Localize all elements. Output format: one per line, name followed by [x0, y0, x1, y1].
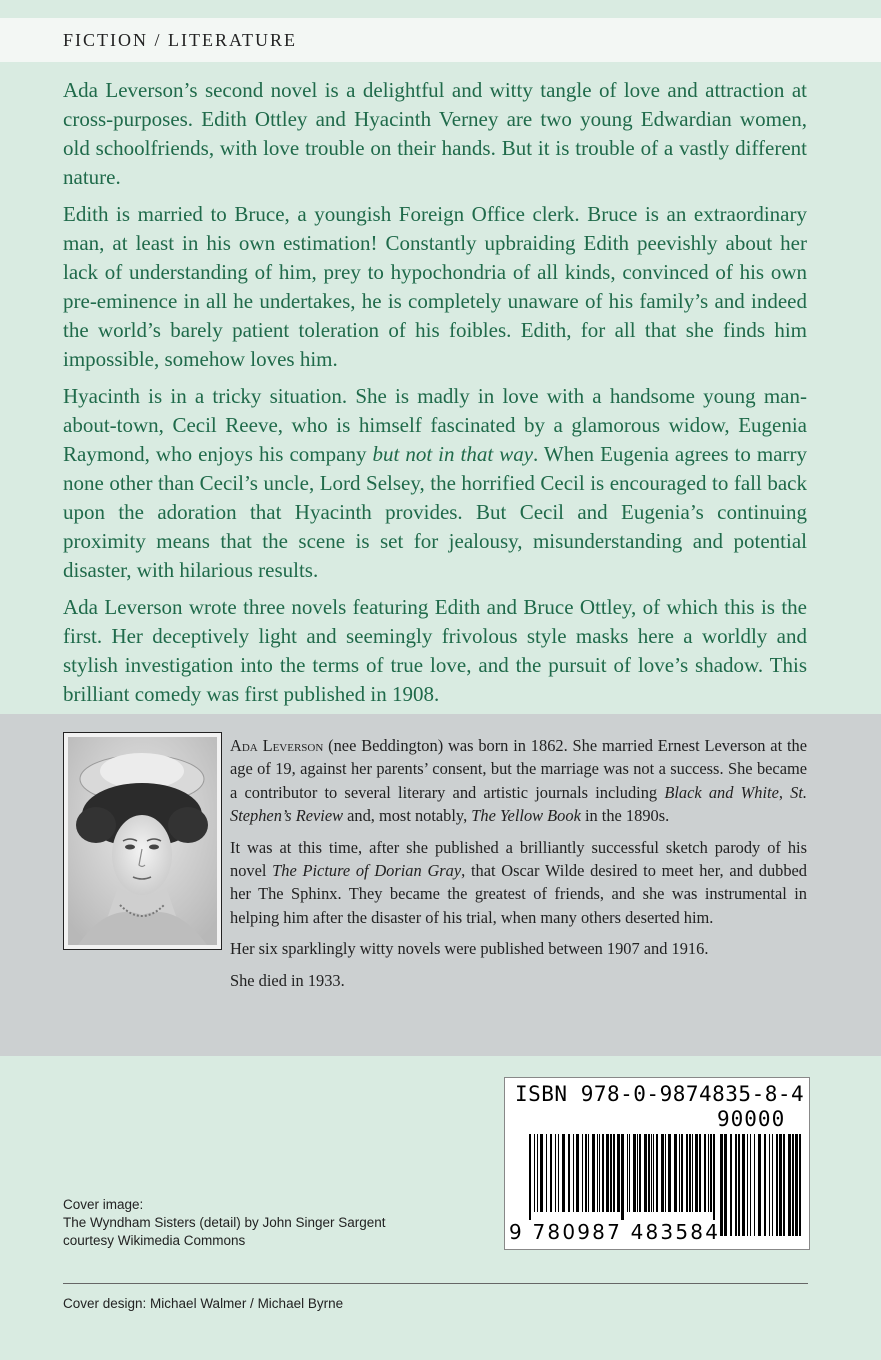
- bio-p2-text-a: It was at this time, after she published a brilliantly successful sketch parody of his novel: [230, 837, 807, 881]
- author-photo: [68, 737, 217, 945]
- bio-p1-text-b: ,: [778, 782, 791, 802]
- barcode-bar: [621, 1134, 624, 1220]
- barcode-bar: [704, 1134, 706, 1212]
- barcode-bar: [651, 1134, 652, 1212]
- barcode-bar: [674, 1134, 677, 1212]
- barcode-bar: [653, 1134, 654, 1212]
- barcode-bar: [644, 1134, 647, 1212]
- blurb-p3-italic: but not in that way: [372, 442, 534, 466]
- barcode-bar: [738, 1134, 740, 1236]
- cover-design-credit: Cover design: Michael Walmer / Michael Byrne: [63, 1296, 344, 1311]
- author-portrait-illustration: [68, 737, 217, 945]
- barcode-bar: [617, 1134, 620, 1212]
- barcode-bar: [764, 1134, 766, 1236]
- barcode-bar: [779, 1134, 782, 1236]
- isbn-number: ISBN 978-0-9874835-8-4: [515, 1082, 805, 1106]
- barcode-bar: [629, 1134, 630, 1212]
- barcode-bar: [555, 1134, 556, 1212]
- barcode-bar: [758, 1134, 761, 1236]
- barcode-bar: [597, 1134, 598, 1212]
- author-bio: [230, 734, 807, 1000]
- barcode-bar: [776, 1134, 778, 1236]
- barcode-bar: [546, 1134, 547, 1212]
- barcode-bar: [689, 1134, 691, 1212]
- barcode-bar: [742, 1134, 745, 1236]
- blurb: [63, 76, 807, 717]
- barcode-bar: [606, 1134, 609, 1212]
- barcode-bar: [529, 1134, 531, 1220]
- blurb-p3-text-end: . When Eugenia agrees to marry none other than Cecil’s uncle, Lord Selsey, the horrified Cecil is encouraged to fall back upon the adoration that Hyacinth provides. But Cecil and Eugenia’s continuing proximity means that the scene is set for jealousy, misunderstanding and potential disaster, with hilarious results.: [63, 442, 808, 582]
- barcode-bar: [592, 1134, 595, 1212]
- barcode-bar: [573, 1134, 574, 1212]
- barcode-bar: [710, 1134, 712, 1212]
- ean-digits: 9 780987 483584: [509, 1220, 721, 1244]
- barcode-bar: [627, 1134, 628, 1212]
- barcode-bar: [633, 1134, 636, 1212]
- ean-barcode-bars: [529, 1134, 715, 1220]
- barcode-bar: [599, 1134, 600, 1212]
- barcode-bar: [558, 1134, 559, 1212]
- bio-paragraph-4: She died in 1933.: [230, 970, 345, 990]
- barcode-bar: [639, 1134, 641, 1212]
- barcode-bar: [648, 1134, 650, 1212]
- isbn-barcode: [504, 1077, 810, 1250]
- bio-p1-text-d: in the 1890s.: [580, 806, 670, 826]
- barcode-bar: [695, 1134, 698, 1212]
- barcode-bar: [799, 1134, 801, 1236]
- barcode-bar: [686, 1134, 688, 1212]
- barcode-bar: [540, 1134, 543, 1212]
- bio-p1-italic-2: St. Stephen’s Review: [230, 782, 808, 826]
- barcode-bar: [720, 1134, 723, 1236]
- barcode-bar: [772, 1134, 773, 1236]
- barcode-bar: [795, 1134, 798, 1236]
- barcode-bar: [637, 1134, 638, 1212]
- bio-paragraph-1: [230, 734, 807, 828]
- blurb-p3-text: Hyacinth is in a tricky situation. She is madly in love with a handsome young man-about-town, Cecil Reeve, who is himself fascinated by a glamorous widow, Eugenia Raymond, who enjoys his company: [63, 384, 807, 466]
- barcode-bar: [724, 1134, 727, 1236]
- barcode-bar: [661, 1134, 664, 1212]
- barcode-bar: [656, 1134, 658, 1212]
- barcode-bar: [792, 1134, 794, 1236]
- barcode-bar: [769, 1134, 770, 1236]
- barcode-bar: [665, 1134, 666, 1212]
- barcode-bar: [610, 1134, 612, 1212]
- blurb-paragraph-3: [63, 382, 807, 585]
- bio-p1-text-c: and, most notably,: [343, 806, 472, 826]
- barcode-bar: [747, 1134, 748, 1236]
- price-code: 90000: [717, 1107, 786, 1131]
- bio-p1-text-a: (nee Beddington) was born in 1862. She married Ernest Leverson at the age of 19, against her parents’ consent, but the marriage was not a success. She became a contributor to several literary and artistic journals including: [230, 736, 807, 802]
- barcode-bar: [681, 1134, 683, 1212]
- bio-p1-italic-1: Black and White: [664, 782, 779, 802]
- cover-image-title: The Wyndham Sisters (detail) by John Singer Sargent: [63, 1215, 386, 1230]
- footer-divider: [63, 1283, 808, 1284]
- blurb-paragraph-2: Edith is married to Bruce, a youngish Foreign Office clerk. Bruce is an extraordinary man, at least in his own estimation! Constantly upbraiding Edith peevishly about her lack of understanding of him, prey to hypochondria of all kinds, convinced of his own pre-eminence in all he undertakes, he is completely unaware of his family’s and indeed the world’s barely patient toleration of his foibles. Edith, for all that she finds him impossible, somehow loves him.: [63, 202, 807, 371]
- barcode-bar: [613, 1134, 615, 1212]
- barcode-bar: [788, 1134, 791, 1236]
- category-label: FICTION / LITERATURE: [63, 30, 297, 50]
- barcode-bar: [708, 1134, 709, 1212]
- barcode-bar: [699, 1134, 701, 1212]
- barcode-bar: [585, 1134, 587, 1212]
- author-photo-frame: [63, 732, 222, 950]
- barcode-bar: [692, 1134, 693, 1212]
- barcode-bar: [568, 1134, 570, 1212]
- barcode-bar: [713, 1134, 715, 1220]
- blurb-paragraph-4: Ada Leverson wrote three novels featuring Edith and Bruce Ottley, of which this is the first. Her deceptively light and seemingly frivolous style masks here a worldly and stylish investigation into the terms of true love, and the pursuit of love’s shadow. This brilliant comedy was first published in 1908.: [63, 595, 807, 706]
- bio-p1-italic-3: The Yellow Book: [471, 806, 581, 826]
- barcode-bar: [679, 1134, 680, 1212]
- barcode-bar: [783, 1134, 785, 1236]
- barcode-bar: [582, 1134, 583, 1212]
- barcode-bar: [668, 1134, 671, 1212]
- bio-paragraph-3: Her six sparklingly witty novels were published between 1907 and 1916.: [230, 939, 709, 959]
- barcode-bar: [735, 1134, 737, 1236]
- bio-p2-italic: The Picture of Dorian Gray: [272, 861, 462, 881]
- barcode-bar: [534, 1134, 535, 1212]
- cover-image-source: courtesy Wikimedia Commons: [63, 1233, 246, 1248]
- barcode-bar: [588, 1134, 589, 1212]
- barcode-bar: [750, 1134, 751, 1236]
- barcode-bar: [602, 1134, 604, 1212]
- blurb-paragraph-1: Ada Leverson’s second novel is a delightful and witty tangle of love and attraction at cross-purposes. Edith Ottley and Hyacinth Verney are two young Edwardian women, old schoolfriends, with love trouble on their hands. But it is trouble of a vastly different nature.: [63, 78, 807, 189]
- addon-barcode-bars: [720, 1134, 802, 1244]
- author-name: Ada Leverson: [230, 736, 324, 755]
- barcode-bar: [550, 1134, 552, 1212]
- barcode-bar: [576, 1134, 579, 1212]
- bio-paragraph-2: [230, 836, 807, 930]
- bio-p2-text-b: , that Oscar Wilde desired to meet her, and dubbed her The Sphinx. They became the greatest of friends, and she was instrumental in helping him after the disaster of his trial, when many others deserted him.: [230, 861, 807, 927]
- barcode-bar: [754, 1134, 755, 1236]
- barcode-bar: [562, 1134, 565, 1212]
- cover-image-label: Cover image:: [63, 1197, 144, 1212]
- barcode-bar: [730, 1134, 732, 1236]
- barcode-bar: [537, 1134, 538, 1212]
- cover-image-credit: [63, 1196, 386, 1250]
